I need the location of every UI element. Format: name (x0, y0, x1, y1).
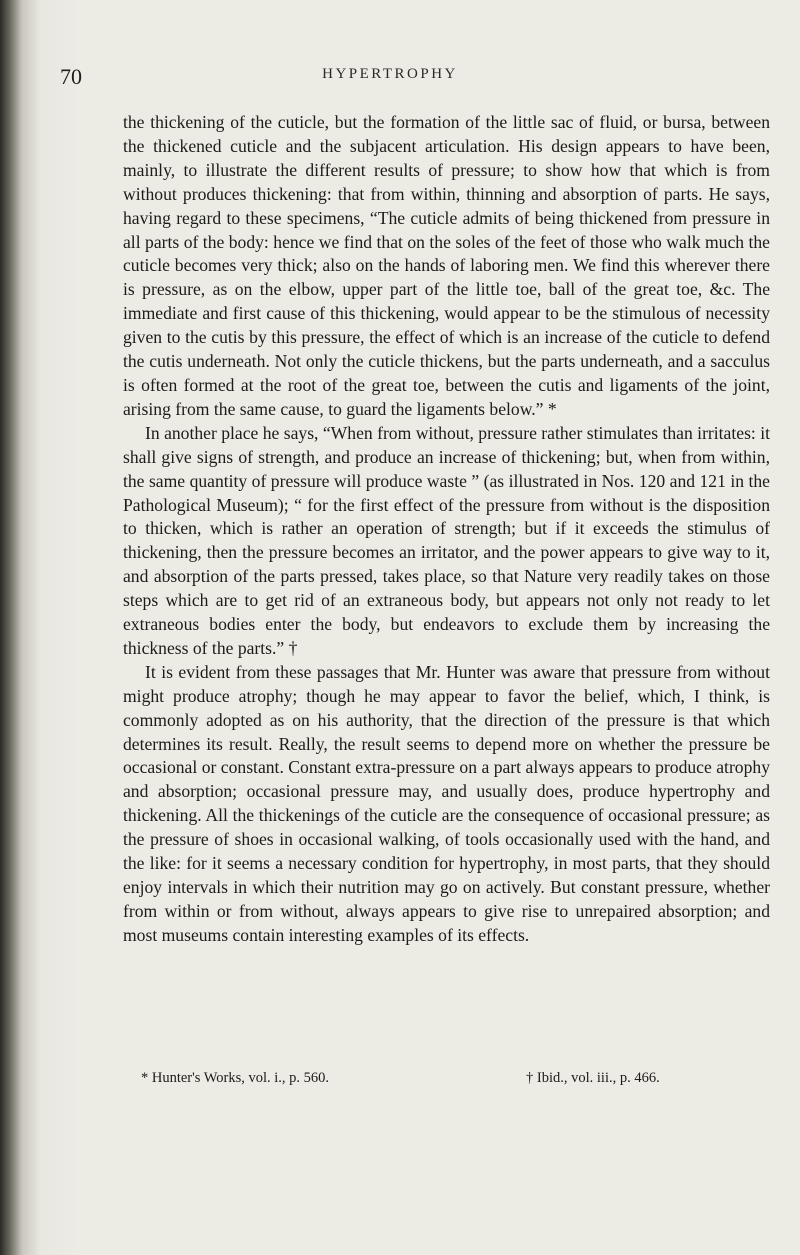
footnote-2: † Ibid., vol. iii., p. 466. (526, 1070, 660, 1086)
footnotes (123, 1070, 770, 1092)
body-text (123, 111, 770, 948)
footnote-1: * Hunter's Works, vol. i., p. 560. (141, 1070, 330, 1086)
page-number: 70 (60, 64, 82, 89)
page-header (60, 64, 720, 88)
running-title: HYPERTROPHY (322, 66, 458, 82)
paragraph-1: the thickening of the cuticle, but the formation of the little sac of fluid, or bursa, between the thickened cuticle and the subjacent articulation. His design appears to have been, mainly, to illustrate the different results of pressure; to show how that which is from without produces thickening: that from within, thinning and absorption of parts. He says, having regard to these specimens, “The cuticle admits of being thickened from pressure in all parts of the body: hence we find that on the soles of the feet of those who walk much the cuticle becomes very thick; also on the hands of laboring men. We find this wherever there is pressure, as on the elbow, upper part of the little toe, ball of the great toe, &c. The immediate and first cause of this thickening, would appear to be the stimulous of necessity given to the cutis by this pressure, the effect of which is an increase of the cuticle to defend the cutis underneath. Not only the cuticle thickens, but the parts underneath, and a sacculus is often formed at the root of the great toe, between the cutis and ligaments of the joint, arising from the same cause, to guard the ligaments below.” * (123, 112, 770, 419)
paragraph-3: It is evident from these passages that Mr. Hunter was aware that pressure from without might produce atrophy; though he may appear to favor the belief, which, I think, is commonly adopted as on his authority, that the direction of the pressure is that which determines its result. Really, the result seems to depend more on whether the pressure be occasional or constant. Constant extra-pressure on a part always appears to produce atrophy and absorption; occasional pressure may, and usually does, produce hypertrophy and thickening. All the thickenings of the cuticle are the consequence of occasional pressure; as the pressure of shoes in occasional walking, of tools occasionally used with the hand, and the like: for it seems a necessary condition for hypertrophy, in most parts, that they should enjoy intervals in which their nutrition may go on actively. But constant pressure, whether from within or from without, always appears to give rise to unrepaired absorption; and most museums contain interesting examples of its effects. (123, 661, 770, 945)
paragraph-2: In another place he says, “When from without, pressure rather stimulates than irritates: it shall give signs of strength, and produce an increase of thickening; but, when from within, the same quantity of pressure will produce waste ” (as illustrated in Nos. 120 and 121 in the Pathological Museum); “ for the first effect of the pressure from without is the disposition to thicken, which is rather an operation of strength; but if it exceeds the stimulus of thickening, then the pressure becomes an irritator, and the power appears to give way to it, and absorption of the parts pressed, takes place, so that Nature very readily takes on those steps which are to get rid of an extraneous body, but appears not only not ready to let extraneous bodies enter the body, but endeavors to exclude them by increasing the thickness of the parts.” † (123, 422, 770, 658)
